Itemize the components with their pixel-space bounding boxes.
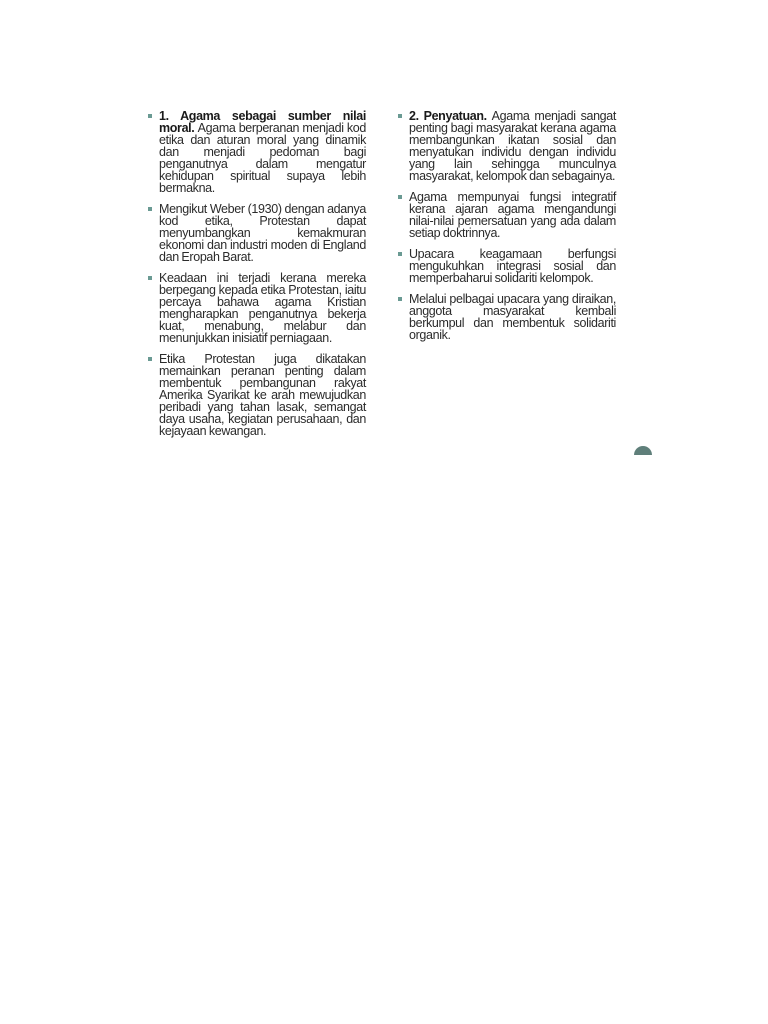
left-column <box>148 110 366 446</box>
right-column <box>398 110 616 350</box>
bullet-icon <box>398 252 402 256</box>
item-text: Keadaan ini terjadi kerana mereka berpegang kepada etika Protestan, iaitu percaya bahawa agama Kristian mengharapkan penganutnya bekerja kuat, menabung, melabur dan menunjukkan inisiatif perniagaan. <box>159 271 366 345</box>
list-item <box>398 191 616 239</box>
item-text: Melalui pelbagai upacara yang diraikan, anggota masyarakat kembali berkumpul dan membentuk solidariti organik. <box>409 292 616 342</box>
item-text: Etika Protestan juga dikatakan memainkan peranan penting dalam membentuk pembangunan rakyat Amerika Syarikat ke arah mewujudkan peribadi yang tahan lasak, semangat daya usaha, kegiatan perusahaan, dan kejayaan kewangan. <box>159 352 366 438</box>
list-item <box>148 272 366 344</box>
item-text: Agama mempunyai fungsi integratif kerana ajaran agama mengandungi nilai-nilai pemersatuan yang ada dalam setiap doktrinnya. <box>409 190 616 240</box>
item-text: Agama berperanan menjadi kod etika dan aturan moral yang dinamik dan menjadi pedoman bagi penganutnya dalam mengatur kehidupan spiritual supaya lebih bermakna. <box>159 121 367 195</box>
list-item <box>398 248 616 284</box>
item-lead: 1. Agama sebagai sumber nilai moral. <box>159 109 366 135</box>
bullet-icon <box>148 207 152 211</box>
bullet-icon <box>398 114 402 118</box>
bullet-icon <box>398 297 402 301</box>
item-text: Agama menjadi sangat penting bagi masyarakat kerana agama membangunkan ikatan sosial dan menyatukan individu dengan individu yang lain sehingga munculnya masyarakat, kelompok dan sebagainya. <box>409 109 616 183</box>
item-text: Mengikut Weber (1930) dengan adanya kod etika, Protestan dapat menyumbangkan kemakmuran ekonomi dan industri moden di England dan Eropah Barat. <box>159 202 366 264</box>
bullet-icon <box>398 195 402 199</box>
list-item <box>398 110 616 182</box>
list-item <box>148 110 366 194</box>
item-text: Upacara keagamaan berfungsi mengukuhkan integrasi sosial dan memperbaharui solidariti kelompok. <box>409 247 616 285</box>
item-lead: 2. Penyatuan. <box>409 109 492 123</box>
list-item <box>148 203 366 263</box>
bullet-icon <box>148 114 152 118</box>
list-item <box>398 293 616 341</box>
bullet-icon <box>148 357 152 361</box>
list-item <box>148 353 366 437</box>
slide-corner-icon <box>634 446 652 455</box>
bullet-icon <box>148 276 152 280</box>
